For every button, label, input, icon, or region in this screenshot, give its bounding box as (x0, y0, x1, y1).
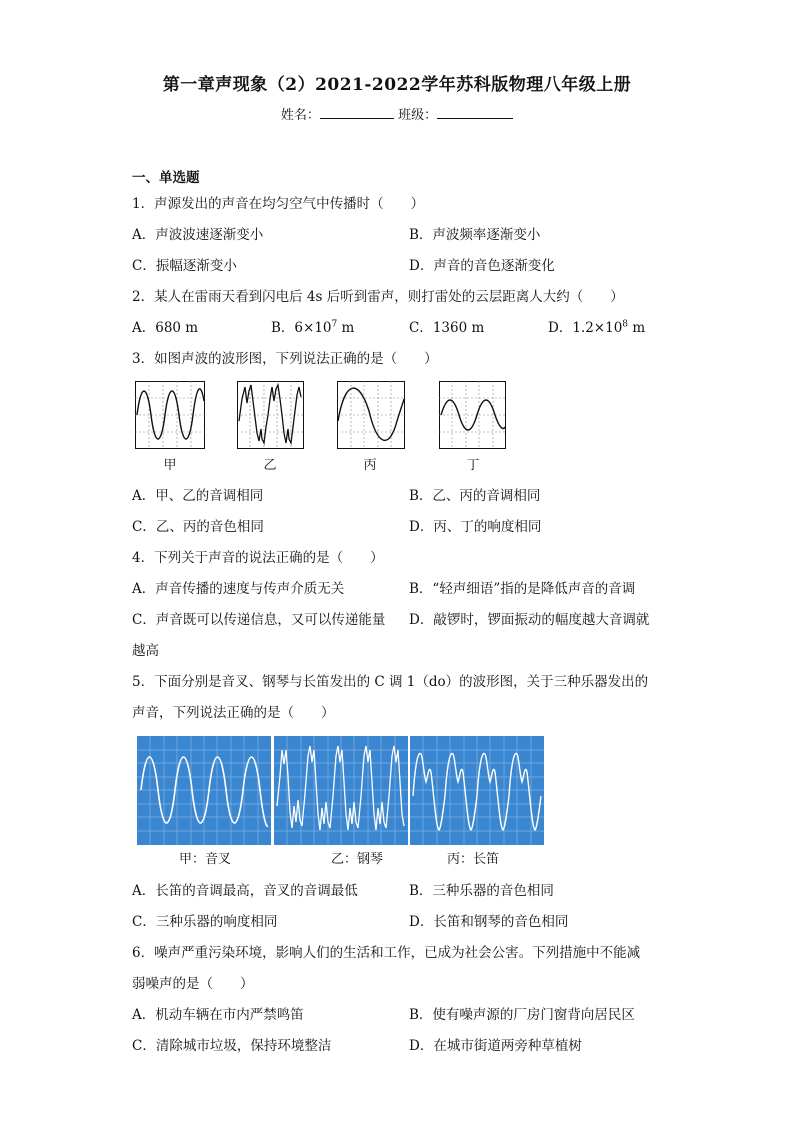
q4-stem: 4．下列关于声音的说法正确的是（ ） (132, 550, 384, 566)
q1-stem: 1．声源发出的声音在均匀空气中传播时（ ） (132, 196, 425, 212)
waveform-ding (439, 381, 506, 449)
q2-option-b: B．$6\times 10^7$ m (271, 319, 355, 336)
q6-option-c: C．清除城市垃圾，保持环境整洁 (132, 1038, 332, 1054)
q4-option-c: C．声音既可以传递信息，又可以传递能量 (132, 612, 386, 628)
q5-caption-flute: 丙：长笛 (446, 852, 499, 867)
q3-option-c: C．乙、丙的音色相同 (132, 519, 264, 535)
q3-caption-jia: 甲 (163, 458, 177, 473)
q2-option-c: C．1360 m (409, 320, 485, 336)
q5-caption-tuning-fork: 甲：音叉 (178, 852, 231, 867)
q5-option-a: A．长笛的音调最高，音叉的音调最低 (132, 883, 358, 899)
q3-caption-bing: 丙 (363, 458, 377, 473)
q4-option-b: B．“轻声细语”指的是降低声音的音调 (409, 581, 636, 597)
q5-option-d: D．长笛和钢琴的音色相同 (409, 914, 569, 930)
waveform-jia (135, 381, 205, 449)
q4-option-a: A．声音传播的速度与传声介质无关 (132, 581, 345, 597)
name-blank (320, 106, 394, 119)
q3-option-d: D．丙、丁的响度相同 (409, 519, 542, 535)
oscilloscope-flute (410, 736, 544, 845)
name-class-line (0, 104, 794, 123)
page-title: 第一章声现象（2）2021-2022学年苏科版物理八年级上册 (162, 75, 632, 95)
name-label: 姓名： (280, 108, 320, 123)
q5-caption-piano: 乙：钢琴 (330, 852, 383, 867)
q3-stem: 3．如图声波的波形图，下列说法正确的是（ ） (132, 351, 438, 367)
q3-caption-yi: 乙 (263, 458, 277, 473)
q1-option-a: A．声波波速逐渐变小 (132, 227, 264, 243)
q5-option-b: B．三种乐器的音色相同 (409, 883, 554, 899)
q3-caption-ding: 丁 (466, 458, 480, 473)
q1-option-d: D．声音的音色逐渐变化 (409, 258, 555, 274)
q4-option-d: D．敲锣时，锣面振动的幅度越大音调就 (409, 612, 650, 628)
q4-option-d-cont: 越高 (132, 643, 159, 659)
q3-option-b: B．乙、丙的音调相同 (409, 488, 541, 504)
q6-stem-line1: 6．噪声严重污染环境，影响人们的生活和工作，已成为社会公害。下列措施中不能减 (132, 945, 641, 961)
q6-option-b: B．使有噪声源的厂房门窗背向居民区 (409, 1007, 635, 1023)
oscilloscope-tuning-fork (137, 736, 271, 845)
waveform-bing (337, 381, 405, 449)
class-blank (437, 106, 513, 119)
q2-option-d: D．$1.2\times 10^8$ m (548, 319, 646, 336)
q2-option-a: A．680 m (132, 320, 199, 336)
q5-option-c: C．三种乐器的响度相同 (132, 914, 278, 930)
waveform-yi (237, 381, 304, 449)
q1-option-c: C．振幅逐渐变小 (132, 258, 237, 274)
q5-stem-line2: 声音，下列说法正确的是（ ） (132, 705, 335, 721)
section-heading: 一、单选题 (132, 170, 200, 186)
oscilloscope-piano (274, 736, 408, 845)
q6-option-d: D．在城市街道两旁种草植树 (409, 1038, 582, 1054)
q6-stem-line2: 弱噪声的是（ ） (132, 976, 254, 992)
q1-option-b: B．声波频率逐渐变小 (409, 227, 541, 243)
q2-stem: 2．某人在雷雨天看到闪电后 4s 后听到雷声，则打雷处的云层距离人大约（ ） (132, 289, 624, 305)
class-label: 班级： (398, 108, 438, 123)
q3-option-a: A．甲、乙的音调相同 (132, 488, 264, 504)
q6-option-a: A．机动车辆在市内严禁鸣笛 (132, 1007, 304, 1023)
q5-stem-line1: 5．下面分别是音叉、钢琴与长笛发出的 C 调 1（do）的波形图，关于三种乐器发出的 (132, 674, 649, 690)
